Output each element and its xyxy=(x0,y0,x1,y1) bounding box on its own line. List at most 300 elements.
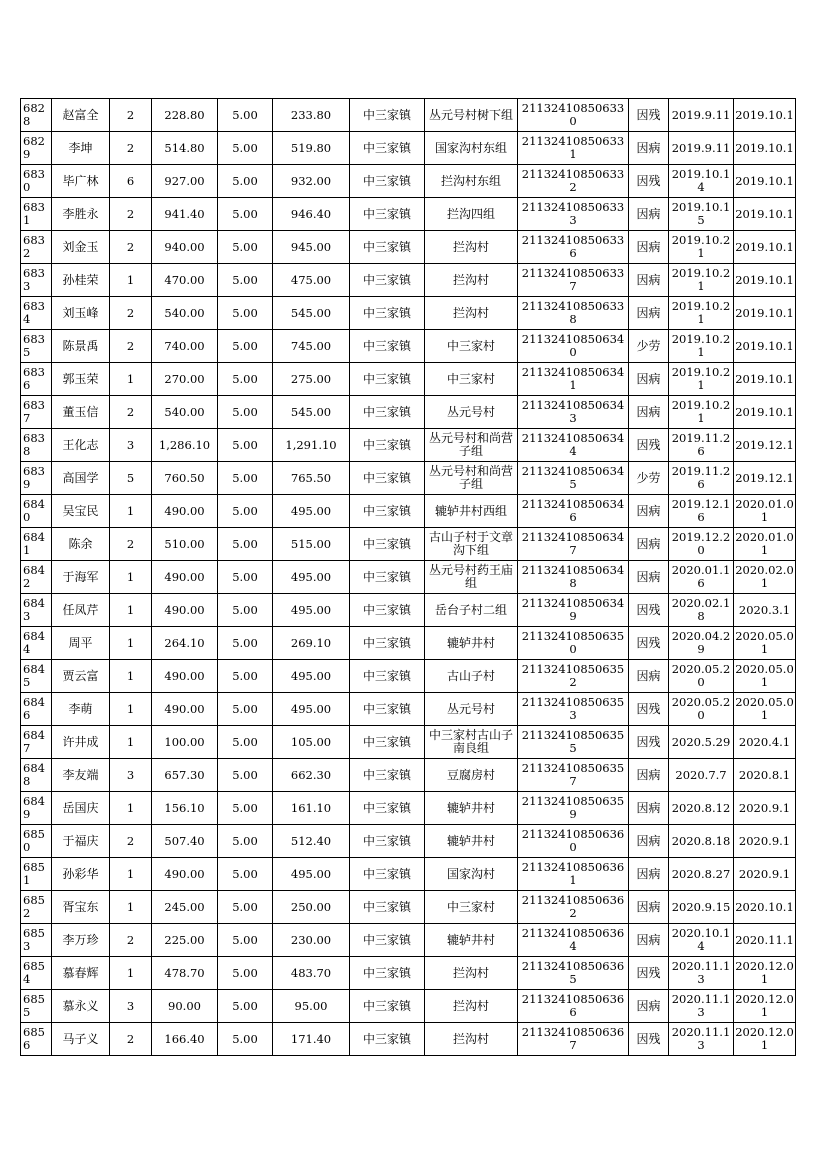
name-cell: 董玉信 xyxy=(52,396,110,429)
village-cell: 拦沟村东组 xyxy=(425,165,518,198)
name-cell: 毕广林 xyxy=(52,165,110,198)
record-id-cell: 6843 xyxy=(21,594,52,627)
record-id-cell: 6831 xyxy=(21,198,52,231)
reason-cell: 因病 xyxy=(629,990,669,1023)
village-cell: 中三家村 xyxy=(425,891,518,924)
village-cell: 拦沟四组 xyxy=(425,198,518,231)
name-cell: 刘玉峰 xyxy=(52,297,110,330)
record-id-cell: 6841 xyxy=(21,528,52,561)
table-row xyxy=(21,198,796,231)
data-table xyxy=(20,98,796,1056)
table-row xyxy=(21,990,796,1023)
amount-cell: 490.00 xyxy=(152,693,218,726)
total-cell: 932.00 xyxy=(273,165,350,198)
village-cell: 古山子村于文章沟下组 xyxy=(425,528,518,561)
name-cell: 岳国庆 xyxy=(52,792,110,825)
town-cell: 中三家镇 xyxy=(350,957,425,990)
table-row xyxy=(21,627,796,660)
household-size-cell: 2 xyxy=(110,297,152,330)
id-number-cell: 211324108506336 xyxy=(518,231,629,264)
approval-date-cell: 2019.10.14 xyxy=(669,165,734,198)
name-cell: 李萌 xyxy=(52,693,110,726)
start-date-cell: 2019.10.1 xyxy=(734,99,796,132)
id-number-cell: 211324108506362 xyxy=(518,891,629,924)
approval-date-cell: 2019.10.21 xyxy=(669,330,734,363)
approval-date-cell: 2020.9.15 xyxy=(669,891,734,924)
reason-cell: 因残 xyxy=(629,594,669,627)
amount-cell: 100.00 xyxy=(152,726,218,759)
extra-amount-cell: 5.00 xyxy=(218,858,273,891)
extra-amount-cell: 5.00 xyxy=(218,99,273,132)
amount-cell: 490.00 xyxy=(152,561,218,594)
name-cell: 于福庆 xyxy=(52,825,110,858)
id-number-cell: 211324108506355 xyxy=(518,726,629,759)
town-cell: 中三家镇 xyxy=(350,660,425,693)
extra-amount-cell: 5.00 xyxy=(218,165,273,198)
amount-cell: 228.80 xyxy=(152,99,218,132)
village-cell: 中三家村古山子南良组 xyxy=(425,726,518,759)
name-cell: 于海军 xyxy=(52,561,110,594)
start-date-cell: 2020.9.1 xyxy=(734,792,796,825)
amount-cell: 760.50 xyxy=(152,462,218,495)
extra-amount-cell: 5.00 xyxy=(218,495,273,528)
record-id-cell: 6848 xyxy=(21,759,52,792)
reason-cell: 因残 xyxy=(629,99,669,132)
household-size-cell: 2 xyxy=(110,330,152,363)
id-number-cell: 211324108506346 xyxy=(518,495,629,528)
total-cell: 495.00 xyxy=(273,495,350,528)
village-cell: 国家沟村东组 xyxy=(425,132,518,165)
name-cell: 李胜永 xyxy=(52,198,110,231)
total-cell: 95.00 xyxy=(273,990,350,1023)
reason-cell: 因病 xyxy=(629,231,669,264)
id-number-cell: 211324108506357 xyxy=(518,759,629,792)
town-cell: 中三家镇 xyxy=(350,462,425,495)
extra-amount-cell: 5.00 xyxy=(218,363,273,396)
table-row xyxy=(21,924,796,957)
record-id-cell: 6846 xyxy=(21,693,52,726)
household-size-cell: 2 xyxy=(110,198,152,231)
village-cell: 辘轳井村 xyxy=(425,792,518,825)
village-cell: 拦沟村 xyxy=(425,1023,518,1056)
id-number-cell: 211324108506331 xyxy=(518,132,629,165)
id-number-cell: 211324108506365 xyxy=(518,957,629,990)
total-cell: 230.00 xyxy=(273,924,350,957)
household-size-cell: 2 xyxy=(110,825,152,858)
record-id-cell: 6855 xyxy=(21,990,52,1023)
approval-date-cell: 2020.05.20 xyxy=(669,660,734,693)
reason-cell: 因病 xyxy=(629,825,669,858)
village-cell: 辘轳井村 xyxy=(425,627,518,660)
amount-cell: 478.70 xyxy=(152,957,218,990)
name-cell: 孙桂荣 xyxy=(52,264,110,297)
id-number-cell: 211324108506352 xyxy=(518,660,629,693)
amount-cell: 657.30 xyxy=(152,759,218,792)
household-size-cell: 1 xyxy=(110,891,152,924)
household-size-cell: 1 xyxy=(110,495,152,528)
town-cell: 中三家镇 xyxy=(350,825,425,858)
reason-cell: 少劳 xyxy=(629,462,669,495)
household-size-cell: 1 xyxy=(110,726,152,759)
table-row xyxy=(21,363,796,396)
reason-cell: 因残 xyxy=(629,627,669,660)
extra-amount-cell: 5.00 xyxy=(218,891,273,924)
total-cell: 495.00 xyxy=(273,660,350,693)
name-cell: 王化志 xyxy=(52,429,110,462)
start-date-cell: 2019.10.1 xyxy=(734,297,796,330)
name-cell: 高国学 xyxy=(52,462,110,495)
total-cell: 512.40 xyxy=(273,825,350,858)
total-cell: 171.40 xyxy=(273,1023,350,1056)
id-number-cell: 211324108506344 xyxy=(518,429,629,462)
village-cell: 拦沟村 xyxy=(425,231,518,264)
id-number-cell: 211324108506332 xyxy=(518,165,629,198)
record-id-cell: 6849 xyxy=(21,792,52,825)
reason-cell: 因残 xyxy=(629,1023,669,1056)
total-cell: 519.80 xyxy=(273,132,350,165)
start-date-cell: 2019.12.1 xyxy=(734,462,796,495)
amount-cell: 740.00 xyxy=(152,330,218,363)
village-cell: 国家沟村 xyxy=(425,858,518,891)
amount-cell: 166.40 xyxy=(152,1023,218,1056)
village-cell: 丛元号村树下组 xyxy=(425,99,518,132)
reason-cell: 因病 xyxy=(629,792,669,825)
extra-amount-cell: 5.00 xyxy=(218,198,273,231)
id-number-cell: 211324108506333 xyxy=(518,198,629,231)
id-number-cell: 211324108506364 xyxy=(518,924,629,957)
total-cell: 495.00 xyxy=(273,858,350,891)
household-size-cell: 2 xyxy=(110,924,152,957)
village-cell: 丛元号村和尚营子组 xyxy=(425,462,518,495)
table-row xyxy=(21,99,796,132)
approval-date-cell: 2020.8.18 xyxy=(669,825,734,858)
id-number-cell: 211324108506341 xyxy=(518,363,629,396)
record-id-cell: 6833 xyxy=(21,264,52,297)
town-cell: 中三家镇 xyxy=(350,561,425,594)
start-date-cell: 2020.8.1 xyxy=(734,759,796,792)
household-size-cell: 2 xyxy=(110,1023,152,1056)
start-date-cell: 2020.4.1 xyxy=(734,726,796,759)
total-cell: 1,291.10 xyxy=(273,429,350,462)
household-size-cell: 1 xyxy=(110,627,152,660)
start-date-cell: 2019.10.1 xyxy=(734,165,796,198)
household-size-cell: 2 xyxy=(110,99,152,132)
approval-date-cell: 2019.10.21 xyxy=(669,363,734,396)
reason-cell: 因病 xyxy=(629,858,669,891)
name-cell: 马子义 xyxy=(52,1023,110,1056)
id-number-cell: 211324108506348 xyxy=(518,561,629,594)
approval-date-cell: 2019.11.26 xyxy=(669,429,734,462)
start-date-cell: 2019.12.1 xyxy=(734,429,796,462)
approval-date-cell: 2020.10.14 xyxy=(669,924,734,957)
town-cell: 中三家镇 xyxy=(350,330,425,363)
start-date-cell: 2020.11.1 xyxy=(734,924,796,957)
amount-cell: 514.80 xyxy=(152,132,218,165)
approval-date-cell: 2019.10.21 xyxy=(669,396,734,429)
household-size-cell: 2 xyxy=(110,132,152,165)
extra-amount-cell: 5.00 xyxy=(218,1023,273,1056)
table-row xyxy=(21,165,796,198)
total-cell: 233.80 xyxy=(273,99,350,132)
reason-cell: 因病 xyxy=(629,198,669,231)
total-cell: 946.40 xyxy=(273,198,350,231)
record-id-cell: 6856 xyxy=(21,1023,52,1056)
reason-cell: 因病 xyxy=(629,264,669,297)
start-date-cell: 2020.02.01 xyxy=(734,561,796,594)
approval-date-cell: 2020.04.29 xyxy=(669,627,734,660)
village-cell: 丛元号村 xyxy=(425,396,518,429)
amount-cell: 490.00 xyxy=(152,495,218,528)
total-cell: 269.10 xyxy=(273,627,350,660)
village-cell: 拦沟村 xyxy=(425,297,518,330)
total-cell: 275.00 xyxy=(273,363,350,396)
start-date-cell: 2020.3.1 xyxy=(734,594,796,627)
village-cell: 拦沟村 xyxy=(425,264,518,297)
reason-cell: 少劳 xyxy=(629,330,669,363)
amount-cell: 490.00 xyxy=(152,594,218,627)
extra-amount-cell: 5.00 xyxy=(218,660,273,693)
name-cell: 许井成 xyxy=(52,726,110,759)
household-size-cell: 2 xyxy=(110,528,152,561)
start-date-cell: 2019.10.1 xyxy=(734,396,796,429)
table-row xyxy=(21,858,796,891)
name-cell: 赵富全 xyxy=(52,99,110,132)
amount-cell: 510.00 xyxy=(152,528,218,561)
table-row xyxy=(21,561,796,594)
approval-date-cell: 2020.8.12 xyxy=(669,792,734,825)
name-cell: 李万珍 xyxy=(52,924,110,957)
reason-cell: 因病 xyxy=(629,924,669,957)
town-cell: 中三家镇 xyxy=(350,297,425,330)
extra-amount-cell: 5.00 xyxy=(218,990,273,1023)
approval-date-cell: 2020.05.20 xyxy=(669,693,734,726)
record-id-cell: 6851 xyxy=(21,858,52,891)
reason-cell: 因病 xyxy=(629,297,669,330)
name-cell: 胥宝东 xyxy=(52,891,110,924)
amount-cell: 156.10 xyxy=(152,792,218,825)
start-date-cell: 2019.10.1 xyxy=(734,330,796,363)
table-row xyxy=(21,330,796,363)
approval-date-cell: 2019.10.15 xyxy=(669,198,734,231)
record-id-cell: 6829 xyxy=(21,132,52,165)
town-cell: 中三家镇 xyxy=(350,759,425,792)
total-cell: 545.00 xyxy=(273,396,350,429)
village-cell: 辘轳井村 xyxy=(425,825,518,858)
approval-date-cell: 2020.5.29 xyxy=(669,726,734,759)
extra-amount-cell: 5.00 xyxy=(218,792,273,825)
id-number-cell: 211324108506361 xyxy=(518,858,629,891)
town-cell: 中三家镇 xyxy=(350,396,425,429)
household-size-cell: 1 xyxy=(110,693,152,726)
table-row xyxy=(21,528,796,561)
village-cell: 拦沟村 xyxy=(425,990,518,1023)
name-cell: 陈景禹 xyxy=(52,330,110,363)
total-cell: 945.00 xyxy=(273,231,350,264)
amount-cell: 490.00 xyxy=(152,660,218,693)
amount-cell: 490.00 xyxy=(152,858,218,891)
approval-date-cell: 2019.10.21 xyxy=(669,297,734,330)
village-cell: 中三家村 xyxy=(425,363,518,396)
start-date-cell: 2019.10.1 xyxy=(734,231,796,264)
extra-amount-cell: 5.00 xyxy=(218,561,273,594)
approval-date-cell: 2020.11.13 xyxy=(669,957,734,990)
household-size-cell: 1 xyxy=(110,264,152,297)
id-number-cell: 211324108506340 xyxy=(518,330,629,363)
name-cell: 孙彩华 xyxy=(52,858,110,891)
name-cell: 慕春辉 xyxy=(52,957,110,990)
total-cell: 250.00 xyxy=(273,891,350,924)
approval-date-cell: 2019.9.11 xyxy=(669,99,734,132)
table-row xyxy=(21,891,796,924)
reason-cell: 因病 xyxy=(629,396,669,429)
start-date-cell: 2020.12.01 xyxy=(734,990,796,1023)
id-number-cell: 211324108506350 xyxy=(518,627,629,660)
extra-amount-cell: 5.00 xyxy=(218,231,273,264)
record-id-cell: 6854 xyxy=(21,957,52,990)
id-number-cell: 211324108506345 xyxy=(518,462,629,495)
extra-amount-cell: 5.00 xyxy=(218,297,273,330)
table-row xyxy=(21,297,796,330)
table-row xyxy=(21,759,796,792)
total-cell: 105.00 xyxy=(273,726,350,759)
id-number-cell: 211324108506360 xyxy=(518,825,629,858)
start-date-cell: 2020.9.1 xyxy=(734,858,796,891)
household-size-cell: 5 xyxy=(110,462,152,495)
reason-cell: 因残 xyxy=(629,165,669,198)
household-size-cell: 1 xyxy=(110,957,152,990)
amount-cell: 264.10 xyxy=(152,627,218,660)
approval-date-cell: 2019.12.16 xyxy=(669,495,734,528)
town-cell: 中三家镇 xyxy=(350,990,425,1023)
record-id-cell: 6847 xyxy=(21,726,52,759)
amount-cell: 540.00 xyxy=(152,396,218,429)
start-date-cell: 2019.10.1 xyxy=(734,132,796,165)
household-size-cell: 2 xyxy=(110,231,152,264)
extra-amount-cell: 5.00 xyxy=(218,429,273,462)
table-body xyxy=(21,99,796,1056)
id-number-cell: 211324108506349 xyxy=(518,594,629,627)
amount-cell: 507.40 xyxy=(152,825,218,858)
household-size-cell: 3 xyxy=(110,759,152,792)
table-row xyxy=(21,726,796,759)
extra-amount-cell: 5.00 xyxy=(218,396,273,429)
table-row xyxy=(21,957,796,990)
name-cell: 刘金玉 xyxy=(52,231,110,264)
table-row xyxy=(21,660,796,693)
extra-amount-cell: 5.00 xyxy=(218,462,273,495)
record-id-cell: 6839 xyxy=(21,462,52,495)
extra-amount-cell: 5.00 xyxy=(218,759,273,792)
amount-cell: 1,286.10 xyxy=(152,429,218,462)
total-cell: 765.50 xyxy=(273,462,350,495)
town-cell: 中三家镇 xyxy=(350,363,425,396)
extra-amount-cell: 5.00 xyxy=(218,693,273,726)
record-id-cell: 6844 xyxy=(21,627,52,660)
town-cell: 中三家镇 xyxy=(350,792,425,825)
start-date-cell: 2020.9.1 xyxy=(734,825,796,858)
total-cell: 161.10 xyxy=(273,792,350,825)
village-cell: 辘轳井村西组 xyxy=(425,495,518,528)
village-cell: 中三家村 xyxy=(425,330,518,363)
start-date-cell: 2020.01.01 xyxy=(734,528,796,561)
town-cell: 中三家镇 xyxy=(350,924,425,957)
table-row xyxy=(21,132,796,165)
extra-amount-cell: 5.00 xyxy=(218,330,273,363)
approval-date-cell: 2019.12.20 xyxy=(669,528,734,561)
town-cell: 中三家镇 xyxy=(350,693,425,726)
household-size-cell: 1 xyxy=(110,561,152,594)
town-cell: 中三家镇 xyxy=(350,858,425,891)
amount-cell: 225.00 xyxy=(152,924,218,957)
reason-cell: 因残 xyxy=(629,693,669,726)
approval-date-cell: 2020.7.7 xyxy=(669,759,734,792)
record-id-cell: 6836 xyxy=(21,363,52,396)
record-id-cell: 6830 xyxy=(21,165,52,198)
start-date-cell: 2019.10.1 xyxy=(734,198,796,231)
amount-cell: 941.40 xyxy=(152,198,218,231)
table-row xyxy=(21,264,796,297)
approval-date-cell: 2020.01.16 xyxy=(669,561,734,594)
id-number-cell: 211324108506366 xyxy=(518,990,629,1023)
table-row xyxy=(21,825,796,858)
id-number-cell: 211324108506367 xyxy=(518,1023,629,1056)
total-cell: 483.70 xyxy=(273,957,350,990)
start-date-cell: 2020.12.01 xyxy=(734,957,796,990)
village-cell: 拦沟村 xyxy=(425,957,518,990)
id-number-cell: 211324108506330 xyxy=(518,99,629,132)
amount-cell: 90.00 xyxy=(152,990,218,1023)
household-size-cell: 1 xyxy=(110,792,152,825)
record-id-cell: 6837 xyxy=(21,396,52,429)
town-cell: 中三家镇 xyxy=(350,891,425,924)
id-number-cell: 211324108506347 xyxy=(518,528,629,561)
record-id-cell: 6842 xyxy=(21,561,52,594)
household-size-cell: 1 xyxy=(110,858,152,891)
extra-amount-cell: 5.00 xyxy=(218,132,273,165)
household-size-cell: 3 xyxy=(110,990,152,1023)
start-date-cell: 2019.10.1 xyxy=(734,363,796,396)
town-cell: 中三家镇 xyxy=(350,231,425,264)
record-id-cell: 6838 xyxy=(21,429,52,462)
total-cell: 495.00 xyxy=(273,561,350,594)
household-size-cell: 1 xyxy=(110,594,152,627)
table-row xyxy=(21,792,796,825)
name-cell: 吴宝民 xyxy=(52,495,110,528)
reason-cell: 因病 xyxy=(629,495,669,528)
total-cell: 545.00 xyxy=(273,297,350,330)
village-cell: 岳台子村二组 xyxy=(425,594,518,627)
name-cell: 周平 xyxy=(52,627,110,660)
id-number-cell: 211324108506353 xyxy=(518,693,629,726)
reason-cell: 因病 xyxy=(629,132,669,165)
table-row xyxy=(21,462,796,495)
id-number-cell: 211324108506337 xyxy=(518,264,629,297)
name-cell: 贾云富 xyxy=(52,660,110,693)
household-size-cell: 3 xyxy=(110,429,152,462)
extra-amount-cell: 5.00 xyxy=(218,924,273,957)
village-cell: 丛元号村和尚营子组 xyxy=(425,429,518,462)
town-cell: 中三家镇 xyxy=(350,528,425,561)
town-cell: 中三家镇 xyxy=(350,198,425,231)
household-size-cell: 2 xyxy=(110,396,152,429)
record-id-cell: 6852 xyxy=(21,891,52,924)
reason-cell: 因病 xyxy=(629,891,669,924)
extra-amount-cell: 5.00 xyxy=(218,825,273,858)
start-date-cell: 2020.05.01 xyxy=(734,627,796,660)
approval-date-cell: 2020.02.18 xyxy=(669,594,734,627)
village-cell: 辘轳井村 xyxy=(425,924,518,957)
total-cell: 662.30 xyxy=(273,759,350,792)
